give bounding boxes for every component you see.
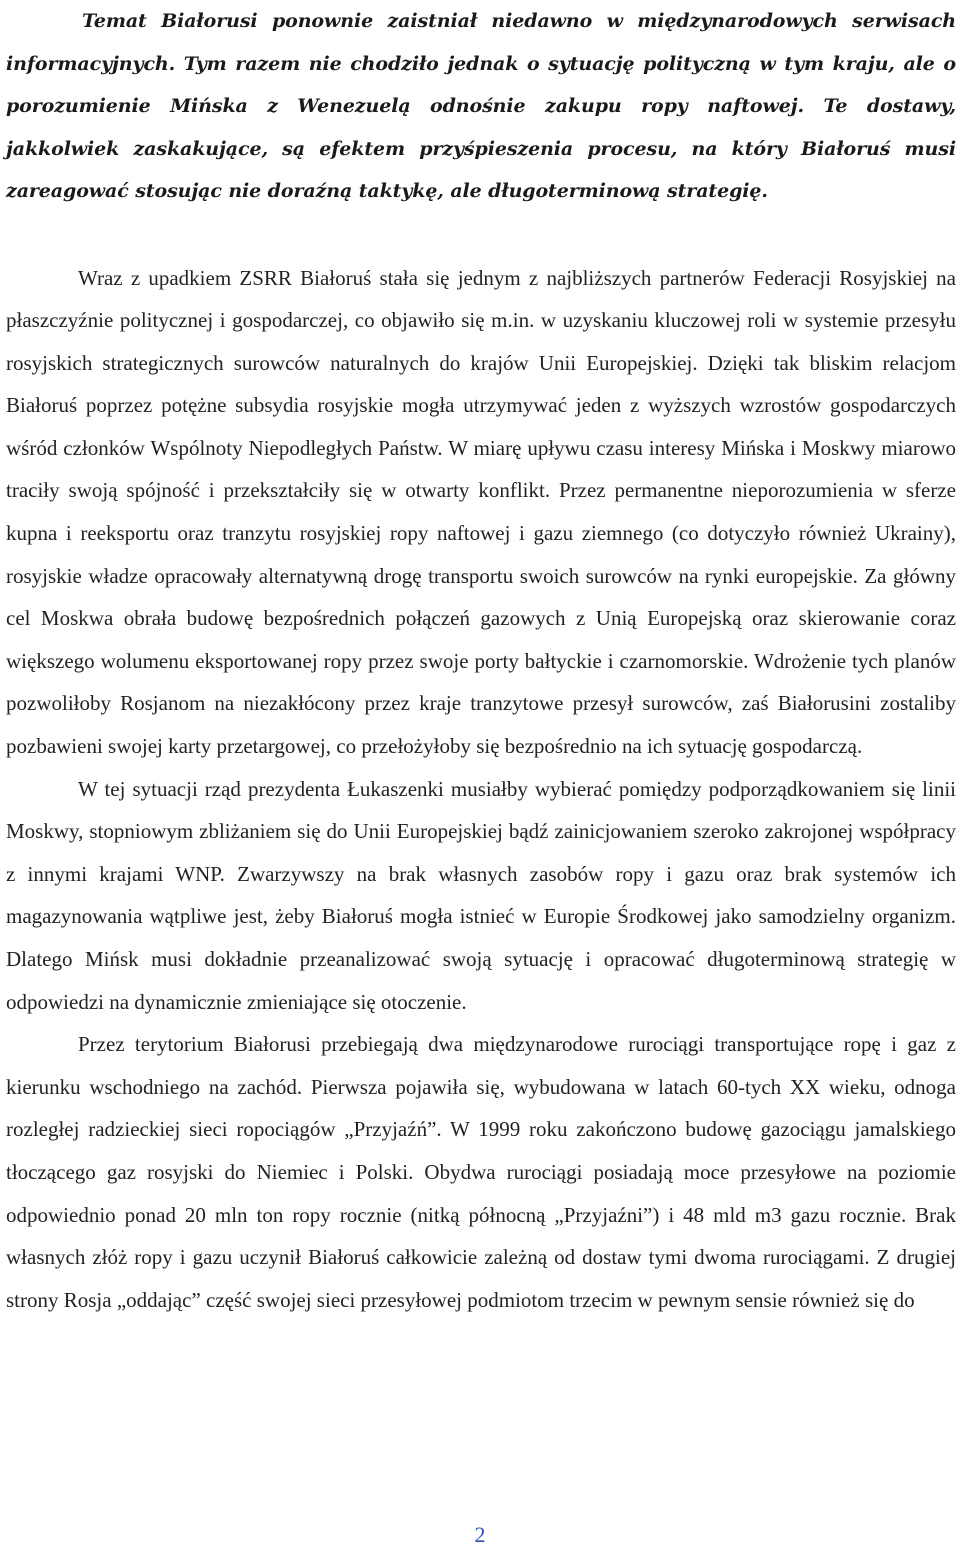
document-page [6,0,956,1321]
body-paragraph-2: W tej sytuacji rząd prezydenta Łukaszenki musiałby wybierać pomiędzy podporządkowaniem się linii Moskwy, stopniowym zbliżaniem się do Unii Europejskiej bądź zainicjowaniem szeroko zakrojonej współpracy z innymi krajami WNP. Zwarzywszy na brak własnych zasobów ropy i gazu oraz brak systemów ich magazynowania wątpliwe jest, żeby Białoruś mogła istnieć w Europie Środkowej jako samodzielny organizm. Dlatego Mińsk musi dokładnie przeanalizować swoją sytuację i opracować długoterminową strategię w odpowiedzi na dynamicznie zmieniające się otoczenie. [6,776,956,1014]
body-paragraph-3: Przez terytorium Białorusi przebiegają dwa międzynarodowe rurociągi transportujące ropę i gaz z kierunku wschodniego na zachód. Pierwsza pojawiła się, wybudowana w latach 60-tych XX wieku, odnoga rozległej radzieckiej sieci ropociągów „Przyjaźń”. W 1999 roku zakończono budowę gazociągu jamalskiego tłoczącego gaz rosyjski do Niemiec i Polski. Obydwa rurociągi posiadają moce przesyłowe na poziomie odpowiednio ponad 20 mln ton ropy rocznie (nitką północną „Przyjaźni”) i 48 mld m3 gazu rocznie. Brak własnych złóż ropy i gazu uczynił Białoruś całkowicie zależną od dostaw tymi dwoma rurociągami. Z drugiej strony Rosja „oddając” część swojej sieci przesyłowej podmiotom trzecim w pewnym sensie również się do [6,1032,956,1312]
lead-paragraph: Temat Białorusi ponownie zaistniał niedawno w międzynarodowych serwisach informacyjnych. Tym razem nie chodziło jednak o sytuację polityczną w tym kraju, ale o porozumienie Mińska z Wenezuelą odnośnie zakupu ropy naftowej. Te dostawy, jakkolwiek zaskakujące, są efektem przyśpieszenia procesu, na który Białoruś musi zareagować stosując nie doraźną taktykę, ale długoterminową strategię. [6,10,956,202]
body-paragraph-1: Wraz z upadkiem ZSRR Białoruś stała się jednym z najbliższych partnerów Federacji Rosyjskiej na płaszczyźnie politycznej i gospodarczej, co objawiło się m.in. w uzyskaniu kluczowej roli w systemie przesyłu rosyjskich strategicznych surowców naturalnych do krajów Unii Europejskiej. Dzięki tak bliskim relacjom Białoruś poprzez potężne subsydia rosyjskie mogła utrzymywać jeden z wyższych wzrostów gospodarczych wśród członków Wspólnoty Niepodległych Państw. W miarę upływu czasu interesy Mińska i Moskwy miarowo traciły swoją spójność i przekształciły się w otwarty konflikt. Przez permanentne nieporozumienia w sferze kupna i reeksportu oraz tranzytu rosyjskiej ropy naftowej i gazu ziemnego (co dotyczyło również Ukrainy), rosyjskie władze opracowały alternatywną drogę transportu swoich surowców na rynki europejskie. Za główny cel Moskwa obrała budowę bezpośrednich połączeń gazowych z Unią Europejską oraz skierowanie coraz większego wolumenu eksportowanej ropy przez swoje porty bałtyckie i czarnomorskie. Wdrożenie tych planów pozwoliłoby Rosjanom na niezakłócony przez kraje tranzytowe przesył surowców, zaś Białorusini zostaliby pozbawieni swojej karty przetargowej, co przełożyłoby się bezpośrednio na ich sytuację gospodarczą. [6,265,956,759]
page-number: 2 [474,1522,486,1547]
